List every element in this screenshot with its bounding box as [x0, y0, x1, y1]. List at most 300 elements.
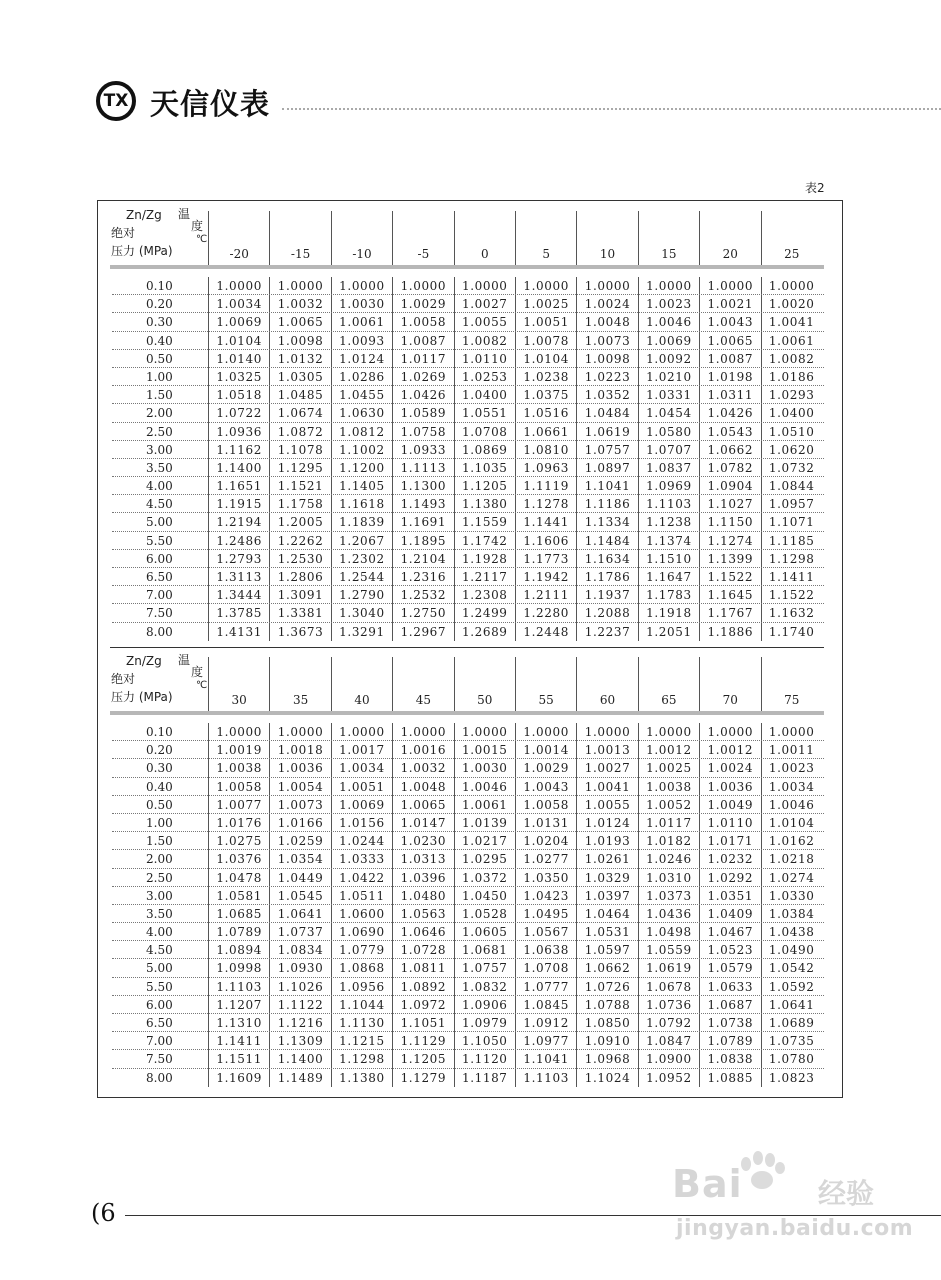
compressibility-table [97, 200, 843, 1098]
ratio-cell: 1.3091 [269, 586, 330, 604]
table-row [98, 887, 842, 905]
ratio-cell: 1.2532 [392, 586, 453, 604]
ratio-cell: 1.2005 [269, 513, 330, 531]
ratio-cell: 1.1489 [269, 1069, 330, 1087]
pressure-cell: 2.00 [146, 406, 173, 421]
pressure-cell: 4.00 [146, 479, 173, 494]
pressure-cell: 0.50 [146, 351, 173, 366]
table-row [98, 532, 842, 550]
header-divider [282, 108, 941, 110]
ratio-cell: 1.0000 [515, 723, 576, 741]
ratio-cell: 1.3040 [331, 604, 392, 622]
ratio-cell: 1.0850 [576, 1014, 637, 1032]
pressure-cell: 8.00 [146, 624, 173, 639]
ratio-cell: 1.2750 [392, 604, 453, 622]
corner-header [98, 653, 208, 711]
ratio-cell: 1.0485 [269, 386, 330, 404]
ratio-cell: 1.1215 [331, 1032, 392, 1050]
ratio-cell: 1.1618 [331, 495, 392, 513]
ratio-cell: 1.1886 [699, 623, 760, 641]
ratio-cell: 1.0117 [392, 350, 453, 368]
ratio-cell: 1.1186 [576, 495, 637, 513]
ratio-cell: 1.0058 [392, 313, 453, 331]
ratio-cell: 1.1441 [515, 513, 576, 531]
ratio-cell: 1.0014 [515, 741, 576, 759]
ratio-cell: 1.1300 [392, 477, 453, 495]
ratio-cell: 1.0847 [638, 1032, 699, 1050]
ratio-cell: 1.0018 [269, 741, 330, 759]
ratio-cell: 1.0104 [208, 332, 269, 350]
pressure-cell: 5.00 [146, 515, 173, 530]
ratio-cell: 1.0464 [576, 905, 637, 923]
table-row [98, 332, 842, 350]
ratio-cell: 1.0685 [208, 905, 269, 923]
temperature-header: 25 [761, 211, 822, 265]
ratio-cell: 1.0000 [638, 723, 699, 741]
section-divider [110, 647, 824, 648]
ratio-cell: 1.0020 [761, 295, 822, 313]
temperature-header: 15 [638, 211, 699, 265]
ratio-cell: 1.1380 [331, 1069, 392, 1087]
table-row [98, 550, 842, 568]
ratio-cell: 1.0043 [515, 778, 576, 796]
table-row [98, 313, 842, 331]
ratio-cell: 1.0330 [761, 887, 822, 905]
corner-label: Zn/Zg [126, 208, 162, 222]
ratio-cell: 1.0630 [331, 404, 392, 422]
pressure-cell: 0.40 [146, 333, 173, 348]
temperature-header: 20 [699, 211, 760, 265]
ratio-cell: 1.0038 [208, 759, 269, 777]
ratio-cell: 1.0400 [761, 404, 822, 422]
ratio-cell: 1.0510 [761, 423, 822, 441]
table-label: 表2 [805, 181, 825, 195]
ratio-cell: 1.0000 [392, 277, 453, 295]
ratio-cell: 1.2088 [576, 604, 637, 622]
ratio-cell: 1.1129 [392, 1032, 453, 1050]
pressure-cell: 0.10 [146, 279, 173, 293]
ratio-cell: 1.0087 [392, 332, 453, 350]
ratio-cell: 1.2117 [454, 568, 515, 586]
table-row [98, 441, 842, 459]
ratio-cell: 1.1295 [269, 459, 330, 477]
ratio-cell: 1.1150 [699, 513, 760, 531]
ratio-cell: 1.0329 [576, 869, 637, 887]
ratio-cell: 1.0104 [515, 350, 576, 368]
ratio-cell: 1.0036 [699, 778, 760, 796]
ratio-cell: 1.1634 [576, 550, 637, 568]
ratio-cell: 1.0000 [331, 723, 392, 741]
ratio-cell: 1.1559 [454, 513, 515, 531]
ratio-cell: 1.2051 [638, 623, 699, 641]
ratio-cell: 1.0397 [576, 887, 637, 905]
ratio-cell: 1.1205 [392, 1050, 453, 1068]
ratio-cell: 1.0038 [638, 778, 699, 796]
ratio-cell: 1.0029 [515, 759, 576, 777]
temperature-header: 50 [454, 657, 515, 711]
ratio-cell: 1.0104 [761, 814, 822, 832]
table-row [98, 741, 842, 759]
pressure-cell: 1.50 [146, 388, 173, 403]
ratio-cell: 1.0545 [269, 887, 330, 905]
baidu-watermark [672, 1150, 914, 1270]
pressure-cell: 3.00 [146, 888, 173, 903]
table-row [98, 368, 842, 386]
table-row [98, 814, 842, 832]
ratio-cell: 1.1027 [699, 495, 760, 513]
ratio-cell: 1.0892 [392, 978, 453, 996]
ratio-cell: 1.2302 [331, 550, 392, 568]
ratio-cell: 1.0484 [576, 404, 637, 422]
ratio-cell: 1.2689 [454, 623, 515, 641]
ratio-cell: 1.0253 [454, 368, 515, 386]
ratio-cell: 1.1632 [761, 604, 822, 622]
ratio-cell: 1.0082 [454, 332, 515, 350]
ratio-cell: 1.0581 [208, 887, 269, 905]
ratio-cell: 1.3785 [208, 604, 269, 622]
ratio-cell: 1.0331 [638, 386, 699, 404]
ratio-cell: 1.0690 [331, 923, 392, 941]
ratio-cell: 1.0350 [515, 869, 576, 887]
ratio-cell: 1.1645 [699, 586, 760, 604]
ratio-cell: 1.0868 [331, 959, 392, 977]
ratio-cell: 1.0093 [331, 332, 392, 350]
ratio-cell: 1.0780 [761, 1050, 822, 1068]
table-section-low-temp [98, 207, 842, 641]
ratio-cell: 1.1915 [208, 495, 269, 513]
ratio-cell: 1.0661 [515, 423, 576, 441]
ratio-cell: 1.1078 [269, 441, 330, 459]
corner-header [98, 207, 208, 265]
ratio-cell: 1.0019 [208, 741, 269, 759]
ratio-cell: 1.0467 [699, 923, 760, 941]
ratio-cell: 1.0423 [515, 887, 576, 905]
pressure-cell: 3.00 [146, 442, 173, 457]
table-row [98, 923, 842, 941]
ratio-cell: 1.1103 [638, 495, 699, 513]
ratio-cell: 1.0000 [576, 277, 637, 295]
ratio-cell: 1.2111 [515, 586, 576, 604]
ratio-cell: 1.0333 [331, 850, 392, 868]
ratio-cell: 1.0117 [638, 814, 699, 832]
ratio-cell: 1.0055 [576, 796, 637, 814]
ratio-cell: 1.0837 [638, 459, 699, 477]
ratio-cell: 1.0810 [515, 441, 576, 459]
ratio-cell: 1.0542 [761, 959, 822, 977]
ratio-cell: 1.1937 [576, 586, 637, 604]
ratio-cell: 1.0198 [699, 368, 760, 386]
ratio-cell: 1.0000 [699, 723, 760, 741]
ratio-cell: 1.0058 [208, 778, 269, 796]
ratio-cell: 1.0000 [515, 277, 576, 295]
corner-label: 度 [191, 219, 204, 233]
ratio-cell: 1.0012 [699, 741, 760, 759]
ratio-cell: 1.1522 [699, 568, 760, 586]
ratio-cell: 1.1399 [699, 550, 760, 568]
ratio-cell: 1.1026 [269, 978, 330, 996]
ratio-cell: 1.0528 [454, 905, 515, 923]
ratio-cell: 1.1928 [454, 550, 515, 568]
table-row [98, 850, 842, 868]
ratio-cell: 1.1895 [392, 532, 453, 550]
ratio-cell: 1.1187 [454, 1069, 515, 1087]
pressure-cell: 6.50 [146, 1016, 173, 1030]
ratio-cell: 1.0052 [638, 796, 699, 814]
table-row [98, 586, 842, 604]
ratio-cell: 1.1200 [331, 459, 392, 477]
ratio-cell: 1.0034 [208, 295, 269, 313]
ratio-cell: 1.0480 [392, 887, 453, 905]
ratio-cell: 1.0051 [515, 313, 576, 331]
ratio-cell: 1.0230 [392, 832, 453, 850]
ratio-cell: 1.0087 [699, 350, 760, 368]
ratio-cell: 1.0000 [699, 277, 760, 295]
ratio-cell: 1.1130 [331, 1014, 392, 1032]
ratio-cell: 1.0310 [638, 869, 699, 887]
ratio-cell: 1.0051 [331, 778, 392, 796]
table-row [98, 941, 842, 959]
ratio-cell: 1.0046 [638, 313, 699, 331]
ratio-cell: 1.0789 [699, 1032, 760, 1050]
ratio-cell: 1.0516 [515, 404, 576, 422]
table-row [98, 623, 842, 641]
ratio-cell: 1.0518 [208, 386, 269, 404]
ratio-cell: 1.0757 [454, 959, 515, 977]
pressure-cell: 1.50 [146, 834, 173, 849]
ratio-cell: 1.0674 [269, 404, 330, 422]
ratio-cell: 1.0906 [454, 996, 515, 1014]
ratio-cell: 1.0259 [269, 832, 330, 850]
table-row [98, 996, 842, 1014]
ratio-cell: 1.1839 [331, 513, 392, 531]
ratio-cell: 1.0073 [576, 332, 637, 350]
ratio-cell: 1.0082 [761, 350, 822, 368]
table-row [98, 905, 842, 923]
ratio-cell: 1.1041 [515, 1050, 576, 1068]
ratio-cell: 1.0000 [208, 723, 269, 741]
ratio-cell: 1.0894 [208, 941, 269, 959]
corner-label: 绝对 [111, 672, 136, 686]
corner-label: 温 [178, 653, 191, 667]
table-header [98, 653, 842, 711]
ratio-cell: 1.2486 [208, 532, 269, 550]
ratio-cell: 1.0376 [208, 850, 269, 868]
ratio-cell: 1.0000 [454, 277, 515, 295]
table-row [98, 386, 842, 404]
pressure-cell: 1.00 [146, 369, 173, 384]
table-row [98, 350, 842, 368]
ratio-cell: 1.1162 [208, 441, 269, 459]
ratio-cell: 1.0036 [269, 759, 330, 777]
pressure-cell: 6.00 [146, 551, 173, 566]
watermark-brand: Bai [672, 1162, 743, 1206]
ratio-cell: 1.0061 [454, 796, 515, 814]
ratio-cell: 1.0662 [576, 959, 637, 977]
ratio-cell: 1.0998 [208, 959, 269, 977]
pressure-cell: 6.00 [146, 997, 173, 1012]
ratio-cell: 1.2499 [454, 604, 515, 622]
ratio-cell: 1.0779 [331, 941, 392, 959]
ratio-cell: 1.0000 [638, 277, 699, 295]
ratio-cell: 1.1484 [576, 532, 637, 550]
table-row [98, 832, 842, 850]
ratio-cell: 1.0641 [269, 905, 330, 923]
ratio-cell: 1.0313 [392, 850, 453, 868]
ratio-cell: 1.0186 [761, 368, 822, 386]
ratio-cell: 1.0373 [638, 887, 699, 905]
ratio-cell: 1.0422 [331, 869, 392, 887]
ratio-cell: 1.0728 [392, 941, 453, 959]
ratio-cell: 1.1103 [515, 1069, 576, 1087]
ratio-cell: 1.0845 [515, 996, 576, 1014]
table-row [98, 869, 842, 887]
ratio-cell: 1.0354 [269, 850, 330, 868]
ratio-cell: 1.1103 [208, 978, 269, 996]
ratio-cell: 1.0687 [699, 996, 760, 1014]
ratio-cell: 1.0065 [699, 332, 760, 350]
ratio-cell: 1.0041 [761, 313, 822, 331]
ratio-cell: 1.0735 [761, 1032, 822, 1050]
ratio-cell: 1.0559 [638, 941, 699, 959]
pressure-cell: 0.30 [146, 761, 173, 776]
ratio-cell: 1.1120 [454, 1050, 515, 1068]
ratio-cell: 1.0910 [576, 1032, 637, 1050]
ratio-cell: 1.0000 [392, 723, 453, 741]
ratio-cell: 1.1298 [331, 1050, 392, 1068]
ratio-cell: 1.0061 [331, 313, 392, 331]
table-row [98, 1032, 842, 1050]
ratio-cell: 1.0869 [454, 441, 515, 459]
ratio-cell: 1.1742 [454, 532, 515, 550]
ratio-cell: 1.0619 [576, 423, 637, 441]
ratio-cell: 1.0936 [208, 423, 269, 441]
ratio-cell: 1.0092 [638, 350, 699, 368]
ratio-cell: 1.0023 [761, 759, 822, 777]
ratio-cell: 1.0046 [454, 778, 515, 796]
ratio-cell: 1.0012 [638, 741, 699, 759]
temperature-header: 60 [576, 657, 637, 711]
temperature-header: 5 [515, 211, 576, 265]
ratio-cell: 1.0436 [638, 905, 699, 923]
ratio-cell: 1.2790 [331, 586, 392, 604]
header-rule [110, 265, 824, 269]
ratio-cell: 1.2544 [331, 568, 392, 586]
ratio-cell: 1.1740 [761, 623, 822, 641]
pressure-cell: 0.20 [146, 297, 173, 312]
pressure-cell: 5.50 [146, 533, 173, 548]
temperature-header: 40 [331, 657, 392, 711]
table-row [98, 513, 842, 531]
ratio-cell: 1.0246 [638, 850, 699, 868]
ratio-cell: 1.1758 [269, 495, 330, 513]
ratio-cell: 1.0708 [454, 423, 515, 441]
ratio-cell: 1.0305 [269, 368, 330, 386]
ratio-cell: 1.0000 [576, 723, 637, 741]
pressure-cell: 2.00 [146, 852, 173, 867]
ratio-cell: 1.0176 [208, 814, 269, 832]
pressure-cell: 0.20 [146, 743, 173, 758]
ratio-cell: 1.0782 [699, 459, 760, 477]
ratio-cell: 1.0046 [761, 796, 822, 814]
ratio-cell: 1.1044 [331, 996, 392, 1014]
ratio-cell: 1.0531 [576, 923, 637, 941]
ratio-cell: 1.1334 [576, 513, 637, 531]
ratio-cell: 1.0543 [699, 423, 760, 441]
ratio-cell: 1.1035 [454, 459, 515, 477]
ratio-cell: 1.2104 [392, 550, 453, 568]
ratio-cell: 1.0449 [269, 869, 330, 887]
ratio-cell: 1.0738 [699, 1014, 760, 1032]
ratio-cell: 1.0351 [699, 887, 760, 905]
ratio-cell: 1.0295 [454, 850, 515, 868]
ratio-cell: 1.1309 [269, 1032, 330, 1050]
ratio-cell: 1.1400 [208, 459, 269, 477]
ratio-cell: 1.1767 [699, 604, 760, 622]
ratio-cell: 1.1041 [576, 477, 637, 495]
pressure-cell: 4.50 [146, 497, 173, 512]
ratio-cell: 1.1609 [208, 1069, 269, 1087]
ratio-cell: 1.0551 [454, 404, 515, 422]
ratio-cell: 1.2237 [576, 623, 637, 641]
ratio-cell: 1.1051 [392, 1014, 453, 1032]
table-row [98, 796, 842, 814]
ratio-cell: 1.0812 [331, 423, 392, 441]
table-row [98, 759, 842, 777]
ratio-cell: 1.0567 [515, 923, 576, 941]
ratio-cell: 1.1786 [576, 568, 637, 586]
table-row [98, 477, 842, 495]
ratio-cell: 1.0029 [392, 295, 453, 313]
ratio-cell: 1.0426 [699, 404, 760, 422]
corner-label: ℃ [196, 234, 208, 245]
ratio-cell: 1.0792 [638, 1014, 699, 1032]
ratio-cell: 1.0400 [454, 386, 515, 404]
brand-logo-icon: TX [96, 81, 136, 121]
table-row [98, 459, 842, 477]
ratio-cell: 1.1511 [208, 1050, 269, 1068]
ratio-cell: 1.0904 [699, 477, 760, 495]
ratio-cell: 1.0646 [392, 923, 453, 941]
ratio-cell: 1.0563 [392, 905, 453, 923]
corner-label: 温 [178, 207, 191, 221]
ratio-cell: 1.0238 [515, 368, 576, 386]
pressure-cell: 0.30 [146, 315, 173, 330]
ratio-cell: 1.0619 [638, 959, 699, 977]
ratio-cell: 1.2793 [208, 550, 269, 568]
ratio-cell: 1.0589 [392, 404, 453, 422]
ratio-cell: 1.0034 [761, 778, 822, 796]
ratio-cell: 1.0166 [269, 814, 330, 832]
ratio-cell: 1.0977 [515, 1032, 576, 1050]
table-header [98, 207, 842, 265]
table-row [98, 1014, 842, 1032]
table-row [98, 959, 842, 977]
table-row [98, 277, 842, 295]
ratio-cell: 1.0069 [208, 313, 269, 331]
corner-label: 绝对 [111, 226, 136, 240]
pressure-cell: 5.50 [146, 979, 173, 994]
pressure-cell: 0.10 [146, 725, 173, 739]
ratio-cell: 1.0600 [331, 905, 392, 923]
ratio-cell: 1.0065 [392, 796, 453, 814]
ratio-cell: 1.0025 [638, 759, 699, 777]
ratio-cell: 1.0274 [761, 869, 822, 887]
ratio-cell: 1.0498 [638, 923, 699, 941]
pressure-cell: 2.50 [146, 424, 173, 439]
ratio-cell: 1.0030 [454, 759, 515, 777]
ratio-cell: 1.0426 [392, 386, 453, 404]
pressure-cell: 3.50 [146, 460, 173, 475]
